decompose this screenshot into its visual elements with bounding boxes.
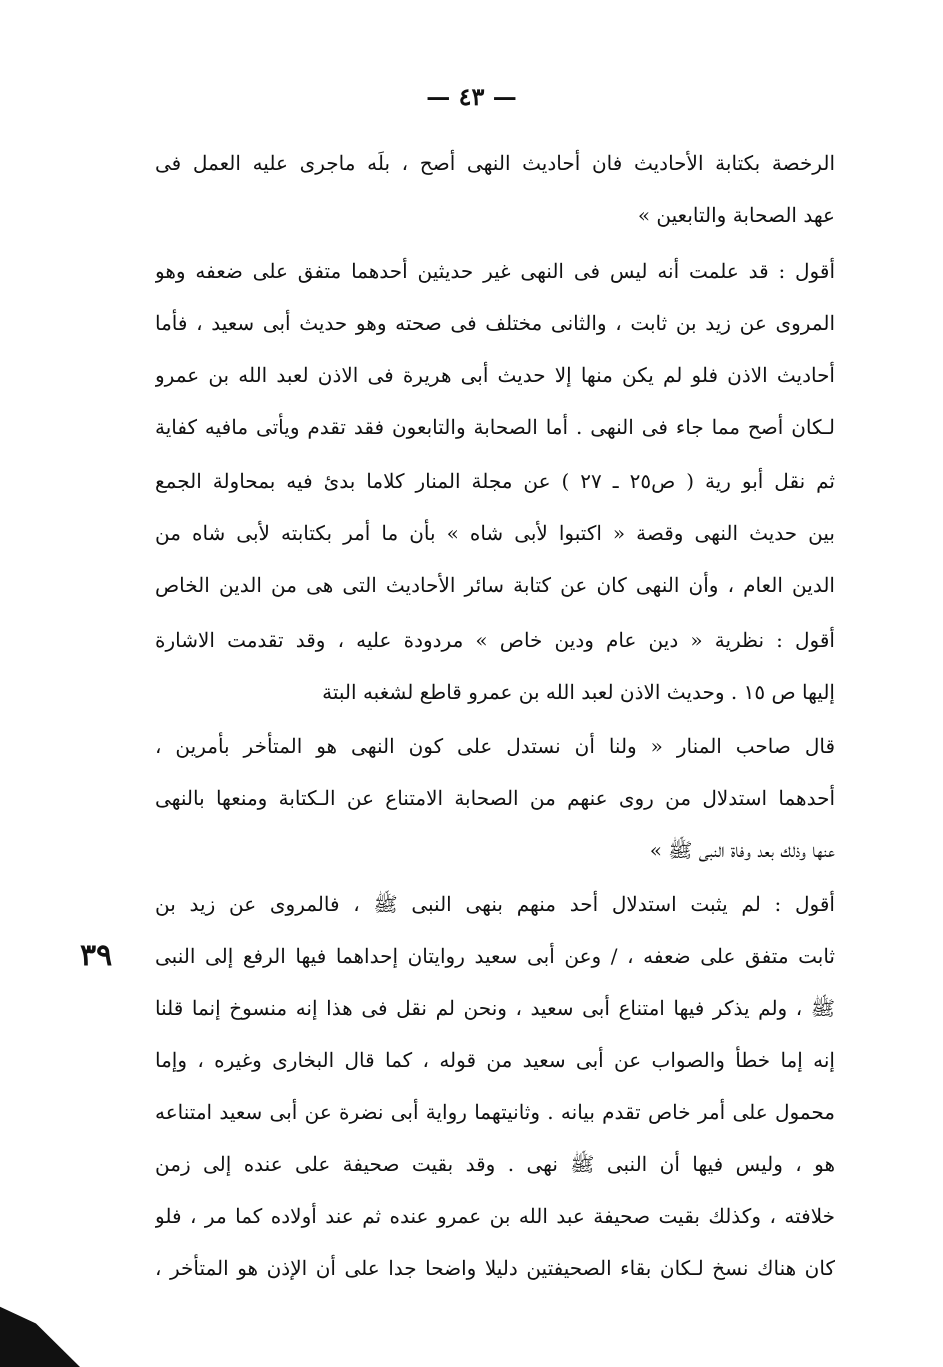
- text-line: لـكان أصح مما جاء فى النهى . أما الصحابة والتابعون فقد تقدم ويأتى مافيه كفاية: [155, 415, 835, 439]
- paragraph-6: [155, 878, 835, 1294]
- text-line: بين حديث النهى وقصة « اكتبوا لأبى شاه » بأن ما أمر بكتابته لأبى شاه من: [155, 521, 835, 545]
- text-line: إنه إما خطأ والصواب عن أبى سعيد من قوله ، كما قال البخارى وغيره ، وإما: [155, 1048, 835, 1072]
- text-line: الرخصة بكتابة الأحاديث فان أحاديث النهى أصح ، بلَه ماجرى عليه العمل فى: [155, 151, 835, 175]
- text-line: قال صاحب المنار « ولنا أن نستدل على كون النهى هو المتأخر بأمرين ،: [155, 734, 835, 758]
- text-line: المروى عن زيد بن ثابت ، والثانى مختلف فى صحته وهو حديث أبى سعيد ، فأما: [155, 311, 835, 335]
- text-line: إليها ص ١٥ . وحديث الاذن لعبد الله بن عمرو قاطع لشغبه البتة: [322, 680, 835, 704]
- paragraph-1: [155, 137, 835, 241]
- paragraph-4: [155, 614, 835, 718]
- text-line: أقول : قد علمت أنه ليس فى النهى غير حديثين أحدهما متفق على ضعفه وهو: [155, 259, 835, 283]
- text-line: هو ، وليس فيها أن النبى ﷺ نهى . وقد بقيت صحيفة على عنده إلى زمن: [155, 1152, 835, 1176]
- text-line: كان هناك نسخ لـكان بقاء الصحيفتين دليلا واضحا جدا على أن الإذن هو المتأخر ،: [155, 1256, 835, 1280]
- text-line: ثابت متفق على ضعفه ، / وعن أبى سعيد روايتان إحداهما فيها الرفع إلى النبى: [155, 944, 835, 968]
- paragraph-2: [155, 245, 835, 453]
- text-line: ﷺ ، ولم يذكر فيها امتناع أبى سعيد ، ونحن لم نقل فى هذا إنه منسوخ إنما قلنا: [155, 996, 835, 1020]
- text-line: خلافته ، وكذلك بقيت صحيفة عبد الله بن عمرو عنده ثم عند أولاده كما مر ، فلو: [155, 1204, 835, 1228]
- paragraph-5: [155, 720, 835, 876]
- text-line: محمول على أمر خاص تقدم بيانه . وثانيتهما رواية أبى نضرة عن أبى سعيد امتناعه: [155, 1100, 835, 1124]
- text-line: أقول : لم يثبت استدلال أحد منهم بنهى النبى ﷺ ، فالمروى عن زيد بن: [155, 892, 835, 916]
- margin-page-reference: ٣٩: [80, 938, 113, 973]
- text-line: أحدهما استدلال من روى عنهم من الصحابة الامتناع عن الـكتابة ومنعها بالنهى: [155, 786, 835, 810]
- text-line: ثم نقل أبو رية ( ص٢٥ ـ ٢٧ ) عن مجلة المنار كلاما بدئ فيه بمحاولة الجمع: [155, 469, 835, 493]
- scan-corner-shadow: [0, 1300, 80, 1367]
- paragraph-3: [155, 455, 835, 611]
- text-line: عنها وذلك بعد وفاة النبى ﷺ »: [649, 838, 835, 862]
- text-line: أقول : نظرية « دين عام ودين خاص » مردودة عليه ، وقد تقدمت الاشارة: [155, 628, 835, 652]
- text-line: أحاديث الاذن فلو لم يكن منها إلا حديث أبى هريرة فى الاذن لعبد الله بن عمرو: [155, 363, 835, 387]
- page-number: — ٤٣ —: [426, 82, 517, 111]
- text-line: الدين العام ، وأن النهى كان عن كتابة سائر الأحاديث التى هى من الدين الخاص: [155, 573, 835, 597]
- text-line: عهد الصحابة والتابعين »: [637, 203, 835, 227]
